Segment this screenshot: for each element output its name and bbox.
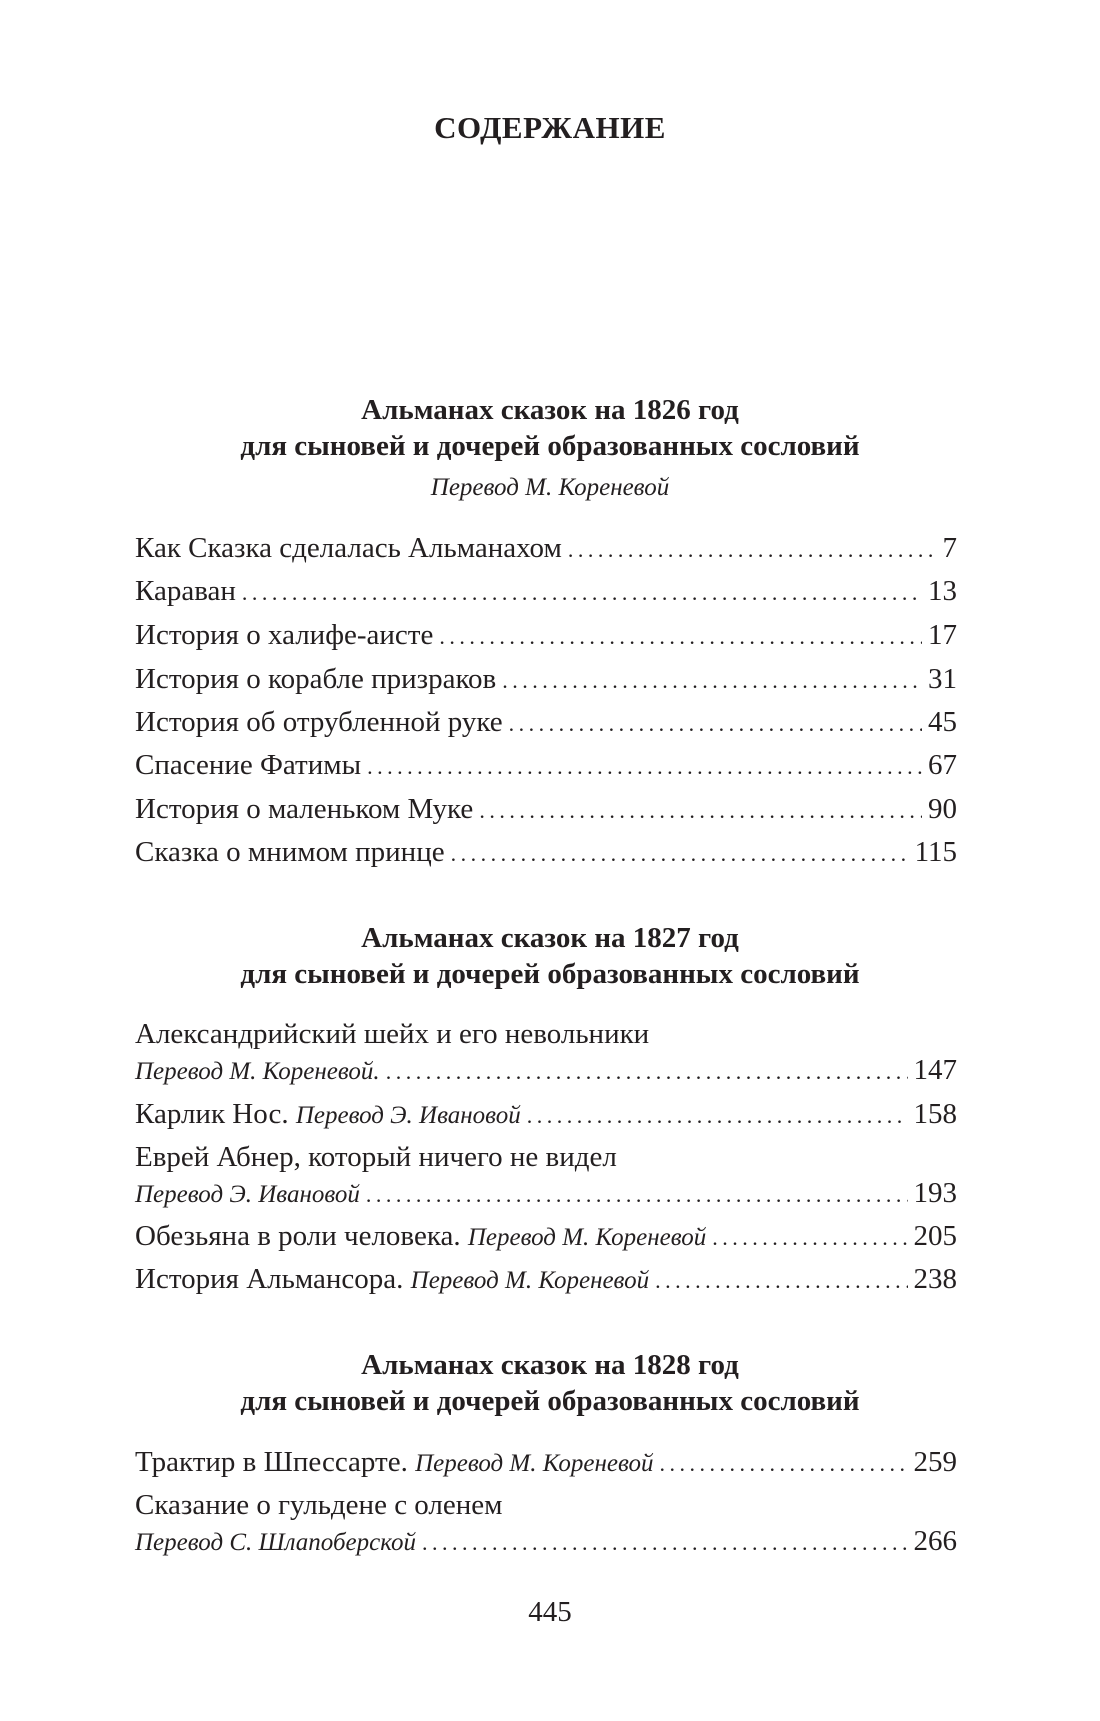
entry-page: 147	[913, 1054, 957, 1086]
entry-translator: Перевод М. Кореневой	[415, 1450, 654, 1477]
entry-translator: Перевод М. Кореневой	[410, 1267, 650, 1294]
entry-title: История Альмансора.	[135, 1263, 404, 1295]
entry-title: История об отрубленной руке	[135, 706, 503, 738]
entry-translator: Перевод Э. Ивановой	[295, 1102, 521, 1129]
entry-page: 45	[928, 706, 957, 738]
toc-entry[interactable]	[135, 1261, 957, 1299]
toc-entry[interactable]	[135, 1096, 957, 1134]
entry-title: Трактир в Шпессарте.	[135, 1446, 408, 1478]
dot-leader	[242, 575, 922, 611]
entry-page: 115	[914, 836, 957, 868]
dot-leader	[502, 663, 922, 699]
section-subheading: для сыновей и дочерей образованных сословий	[240, 958, 860, 990]
entry-title: История о халифе-аисте	[135, 619, 434, 651]
entry-translator: Перевод Э. Ивановой	[135, 1181, 360, 1208]
toc-entry-title-line[interactable]	[135, 1139, 957, 1175]
section-subheading: для сыновей и дочерей образованных сословий	[240, 430, 860, 462]
toc-entry[interactable]	[135, 1052, 957, 1090]
dot-leader	[451, 836, 909, 872]
toc-entry[interactable]	[135, 1444, 957, 1482]
entry-page: 17	[928, 619, 957, 651]
entry-page: 205	[913, 1220, 957, 1252]
dot-leader	[527, 1098, 908, 1134]
dot-leader	[422, 1525, 908, 1561]
entry-title: Караван	[135, 575, 236, 607]
toc-entry[interactable]	[135, 834, 957, 872]
entry-page: 259	[913, 1446, 957, 1478]
toc-entry[interactable]	[135, 791, 957, 829]
entry-title: Карлик Нос.	[135, 1098, 289, 1130]
toc-entry[interactable]	[135, 704, 957, 742]
dot-leader	[655, 1263, 907, 1299]
toc-entry[interactable]	[135, 573, 957, 611]
section-heading: Альманах сказок на 1827 год	[361, 922, 739, 954]
section-translator: Перевод М. Кореневой	[430, 474, 670, 501]
entry-title: История о маленьком Муке	[135, 793, 474, 825]
dot-leader	[479, 793, 922, 829]
entry-page: 266	[913, 1525, 957, 1557]
toc-entry-title-line[interactable]	[135, 1487, 957, 1523]
toc-entry[interactable]	[135, 747, 957, 785]
section-subheading: для сыновей и дочерей образованных сословий	[240, 1385, 860, 1417]
toc-entry[interactable]	[135, 1175, 957, 1213]
entry-title: Как Сказка сделалась Альманахом	[135, 532, 562, 564]
entry-translator: Перевод С. Шлапоберской	[135, 1529, 416, 1556]
entry-title: Сказка о мнимом принце	[135, 836, 445, 868]
entry-page: 238	[913, 1263, 957, 1295]
section-heading: Альманах сказок на 1826 год	[361, 394, 739, 426]
entry-page: 158	[913, 1098, 957, 1130]
page-title: СОДЕРЖАНИЕ	[434, 110, 666, 145]
entry-page: 67	[928, 749, 957, 781]
dot-leader	[366, 1177, 908, 1213]
toc-entry[interactable]	[135, 1218, 957, 1256]
dot-leader	[367, 749, 922, 785]
entry-title: Александрийский шейх и его невольники	[135, 1018, 650, 1050]
entry-title: Обезьяна в роли человека.	[135, 1220, 461, 1252]
entry-page: 7	[942, 532, 957, 564]
dot-leader	[509, 706, 922, 742]
entry-page: 31	[928, 663, 957, 695]
entry-title: Еврей Абнер, который ничего не видел	[135, 1141, 617, 1173]
entry-title: История о корабле призраков	[135, 663, 497, 695]
entry-page: 90	[928, 793, 957, 825]
entry-title: Сказание о гульдене с оленем	[135, 1489, 503, 1521]
page-number: 445	[528, 1596, 572, 1628]
dot-leader	[568, 532, 937, 568]
dot-leader	[660, 1446, 908, 1482]
section-heading: Альманах сказок на 1828 год	[361, 1349, 739, 1381]
dot-leader	[712, 1220, 907, 1256]
dot-leader	[439, 619, 922, 655]
toc-entry[interactable]	[135, 530, 957, 568]
entry-translator: Перевод М. Кореневой	[467, 1224, 707, 1251]
toc-entry[interactable]	[135, 661, 957, 699]
dot-leader	[386, 1054, 908, 1090]
toc-entry[interactable]	[135, 1523, 957, 1561]
toc-entry-title-line[interactable]	[135, 1016, 957, 1052]
entry-translator: Перевод М. Кореневой.	[135, 1058, 380, 1085]
entry-title: Спасение Фатимы	[135, 749, 362, 781]
entry-page: 193	[913, 1177, 957, 1209]
entry-page: 13	[928, 575, 957, 607]
toc-entry[interactable]	[135, 617, 957, 655]
